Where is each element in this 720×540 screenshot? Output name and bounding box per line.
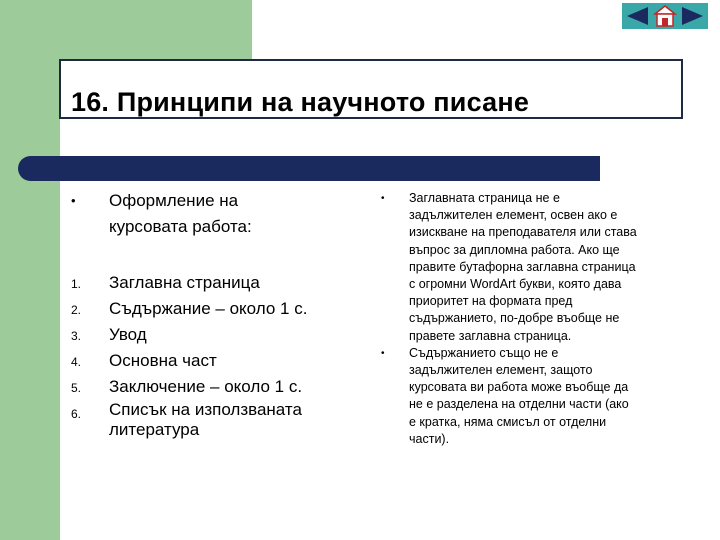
left-column: [60, 188, 370, 440]
bullet-text-line-1: Оформление на: [109, 191, 239, 210]
note-line: правете заглавна страница.: [409, 328, 572, 343]
bullet-dot-icon: •: [71, 193, 76, 208]
list-item: [60, 322, 370, 348]
note-line: е кратка, няма смисъл от отделни: [409, 414, 607, 429]
list-item-text: Списък на използваната: [109, 400, 302, 419]
note-bullet: [380, 345, 670, 448]
next-slide-button[interactable]: [678, 3, 708, 29]
bullet-text-line-2: курсовата работа:: [109, 217, 252, 236]
list-item-text: Заглавна страница: [109, 273, 260, 292]
arrow-right-icon: [678, 3, 708, 29]
slide-title: 16. Принципи на научното писане: [71, 87, 530, 117]
note-line: съдържанието, по-добре въобще не: [409, 311, 620, 326]
note-line: Заглавната страница не е: [409, 191, 560, 205]
right-column: [380, 190, 670, 448]
title-divider-bar: [18, 156, 600, 181]
arrow-left-icon: [622, 3, 652, 29]
note-bullet: [380, 190, 670, 345]
list-item: [60, 296, 370, 322]
list-item-text: Основна част: [109, 351, 217, 370]
structure-list: [60, 270, 370, 440]
list-number: 6.: [71, 407, 82, 421]
list-item: [60, 270, 370, 296]
note-line: въпрос за дипломна работа. Ако ще: [409, 242, 620, 257]
note-line: не е разделена на отделни части (ако: [409, 397, 629, 412]
green-side-band: [0, 60, 60, 540]
note-line: Съдържанието също не е: [409, 345, 559, 360]
bullet-dot-icon: •: [381, 193, 385, 204]
list-item: [60, 400, 370, 440]
list-item-text: Увод: [109, 325, 147, 344]
list-item-text-continued: литература: [109, 420, 200, 439]
list-number: 4.: [71, 355, 82, 369]
green-header-band: [0, 0, 252, 60]
note-line: правите бутафорна заглавна страница: [409, 259, 636, 274]
note-line: изискване на преподавателя или става: [409, 225, 637, 240]
note-line: задължителен елемент, защото: [409, 363, 593, 378]
bullet-dot-icon: •: [381, 347, 385, 359]
list-number: 1.: [71, 277, 82, 291]
list-number: 2.: [71, 303, 82, 317]
section-bullet: [60, 188, 370, 240]
list-item: [60, 374, 370, 400]
note-line: части).: [409, 431, 450, 446]
list-item-text: Съдържание – около 1 с.: [109, 299, 308, 318]
list-item-text: Заключение – около 1 с.: [109, 377, 303, 396]
home-button[interactable]: [652, 3, 678, 29]
note-line: курсовата ви работа може въобще да: [409, 380, 629, 395]
title-frame: [59, 59, 683, 119]
home-icon: [652, 3, 678, 29]
previous-slide-button[interactable]: [622, 3, 652, 29]
note-line: с огромни WordArt букви, която дава: [409, 277, 622, 292]
note-line: задължителен елемент, освен ако е: [409, 208, 618, 223]
list-number: 3.: [71, 329, 82, 343]
list-number: 5.: [71, 381, 82, 395]
note-line: приоритет на формата пред: [409, 294, 573, 309]
list-item: [60, 348, 370, 374]
